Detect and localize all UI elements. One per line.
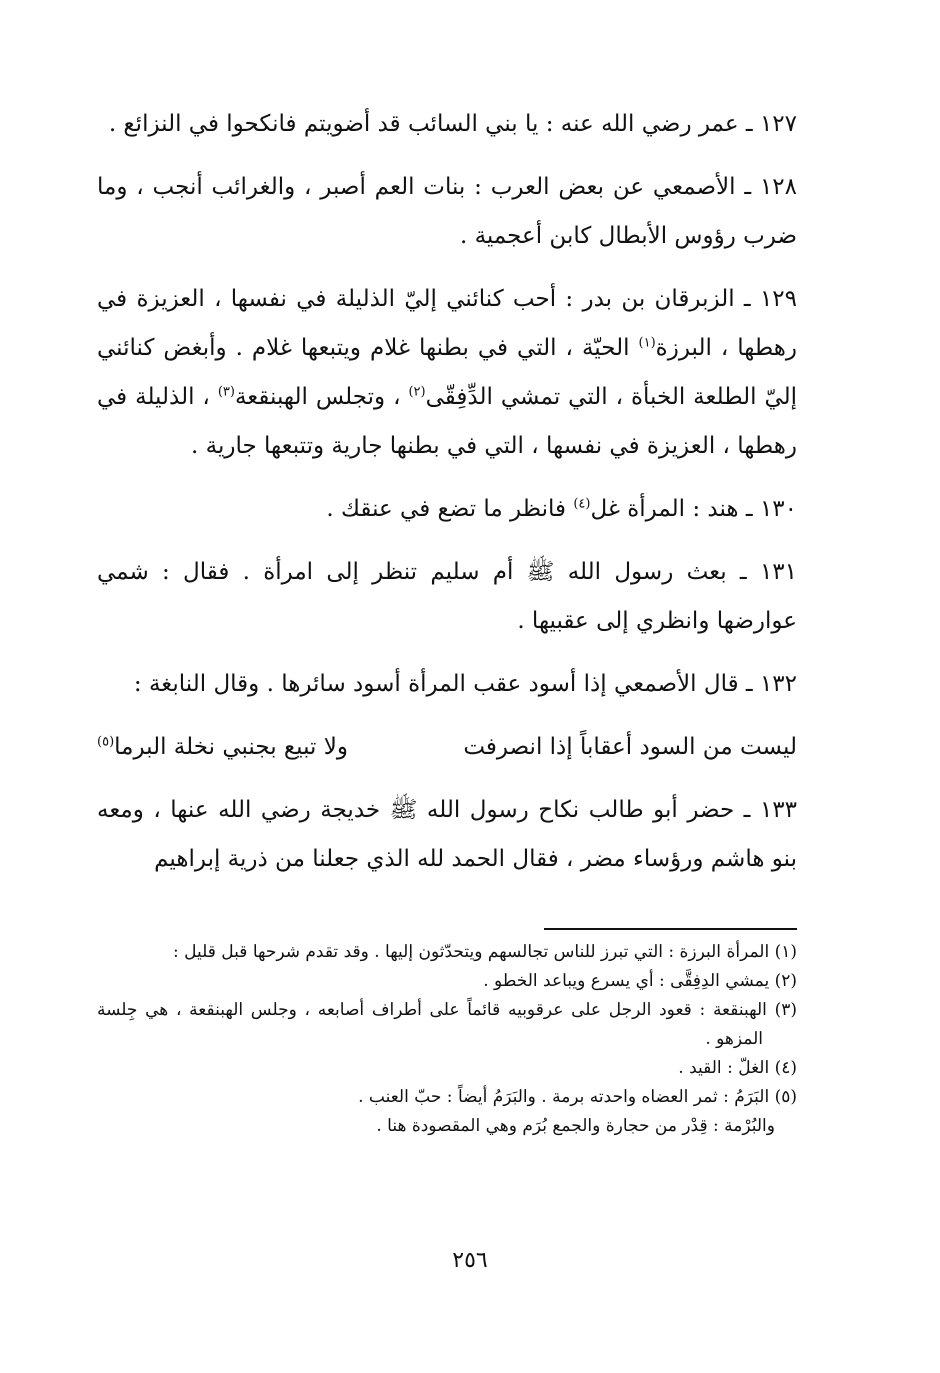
footnote-ref-3: (٣) <box>217 384 235 400</box>
poetry-verse <box>97 723 797 772</box>
paragraph-131: ١٣١ ـ بعث رسول الله ﷺ أم سليم تنظر إلى امرأة . فقال : شمي عوارضها وانظري إلى عقبيها . <box>97 559 797 634</box>
footnote-divider <box>544 928 797 930</box>
footnote-5-continuation: والبُرْمة : قِدْر من حجارة والجمع بُرَم وهي المقصودة هنا . <box>376 1116 775 1136</box>
paragraph-132: ١٣٢ ـ قال الأصمعي إذا أسود عقب المرأة أسود سائرها . وقال النابغة : <box>133 671 797 697</box>
footnotes <box>97 938 797 1141</box>
footnote-3: (٣) الهبنقعة : قعود الرجل على عرقوبيه قائماً على أطراف أصابعه ، وجلس الهبنقعة ، هي جِلسة المزهو . <box>97 1000 797 1049</box>
footnote-4: (٤) الغلّ : القيد . <box>678 1058 797 1078</box>
main-text <box>97 100 797 898</box>
page-number: ٢٥٦ <box>452 1248 488 1273</box>
footnote-ref-2: (٢) <box>408 384 426 400</box>
footnote-1: (١) المرأة البرزة : التي تبرز للناس تجالسهم ويتحدّثون إليها . وقد تقدم شرحها قبل قليل : <box>173 942 797 962</box>
verse-hemistich-1: ليست من السود أعقاباً إذا انصرفت <box>463 734 797 760</box>
footnote-2: (٢) يمشي الدِفِقَّى : أي يسرع ويباعد الخطو . <box>483 971 797 991</box>
verse-hemistich-2: ولا تبيع بجنبي نخلة البرما$^{(٥)}$ <box>97 734 348 760</box>
footnote-ref-1: (١) <box>638 335 656 351</box>
footnote-ref-5: (٥) <box>97 734 115 750</box>
paragraph-133: ١٣٣ ـ حضر أبو طالب نكاح رسول الله ﷺ خديجة رضي الله عنها ، ومعه بنو هاشم ورؤساء مضر ، فقال الحمد لله الذي جعلنا من ذرية إبراهيم <box>97 797 797 872</box>
paragraph-129: ١٢٩ ـ الزبرقان بن بدر : أحب كنائني إليّ الذليلة في نفسها ، العزيزة في رهطها ، البرزة$^{(١)}$ الحيّة ، التي في بطنها غلام ويتبعها غلام . وأبغض كنائني إليّ الطلعة الخبأة ، التي تمشي الدِّفِقّى$^{(٢)}$ ، وتجلس الهبنقعة$^{(٣)}$ ، الذليلة في رهطها ، العزيزة في نفسها ، التي في بطنها جارية وتتبعها جارية . <box>97 286 798 459</box>
paragraph-130: ١٣٠ ـ هند : المرأة غل$^{(٤)}$ فانظر ما تضع في عنقك . <box>326 496 797 522</box>
paragraph-127: ١٢٧ ـ عمر رضي الله عنه : يا بني السائب قد أضويتم فانكحوا في النزائع . <box>108 111 797 137</box>
footnote-ref-4: (٤) <box>573 496 591 512</box>
footnote-5: (٥) البَرَمُ : ثمر العضاه واحدته برمة . والبَرَمُ أيضاً : حبّ العنب . <box>358 1087 797 1107</box>
paragraph-128: ١٢٨ ـ الأصمعي عن بعض العرب : بنات العم أصبر ، والغرائب أنجب ، وما ضرب رؤوس الأبطال كابن أعجمية . <box>97 174 797 249</box>
